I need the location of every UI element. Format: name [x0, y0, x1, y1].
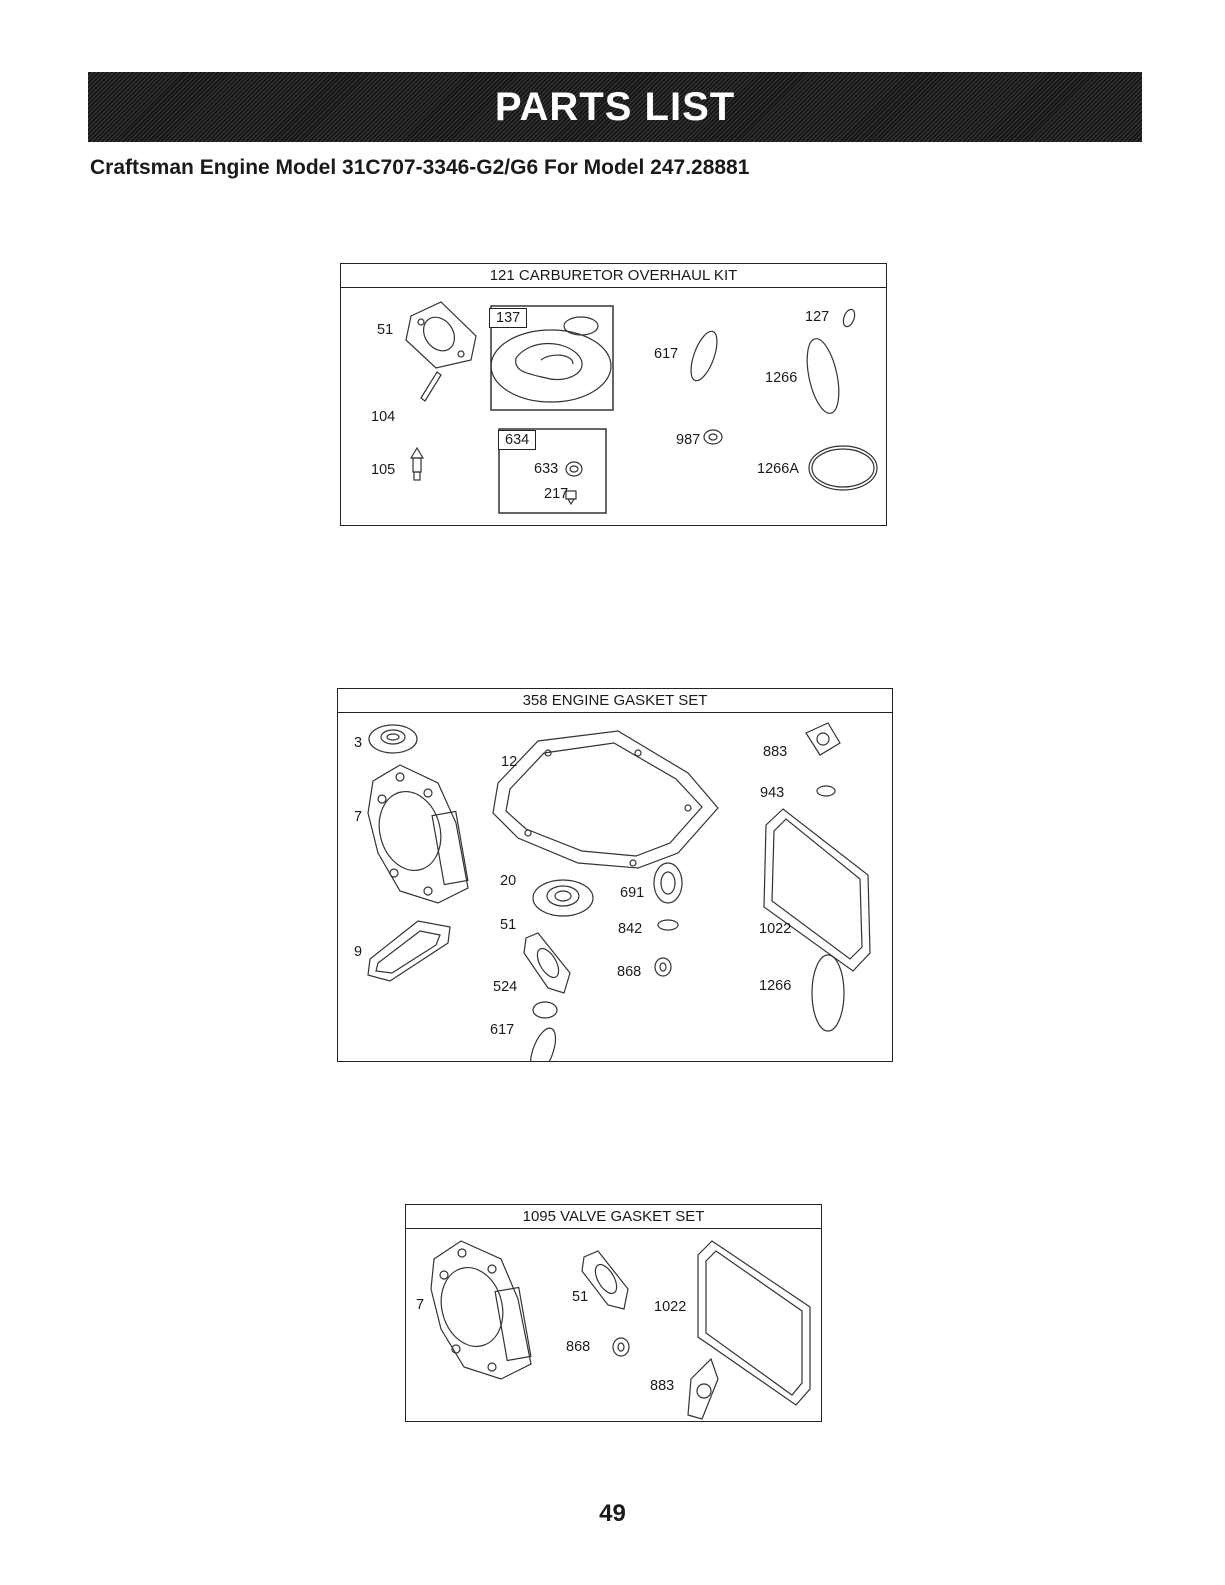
part-label-617: 617 — [654, 346, 679, 362]
part-label-691: 691 — [620, 885, 645, 901]
part-7-head-gasket-drawing — [368, 765, 468, 903]
part-label-617: 617 — [490, 1022, 515, 1038]
part-label-12: 12 — [501, 754, 518, 770]
part-987-drawing — [704, 430, 722, 444]
part-label-7: 7 — [416, 1297, 425, 1313]
carburetor-kit-title: 121 CARBURETOR OVERHAUL KIT — [341, 264, 886, 288]
engine-gasket-set-panel — [337, 688, 893, 1062]
parts-list-banner — [88, 72, 1142, 142]
part-label-137: 137 — [489, 308, 527, 328]
part-label-943: 943 — [760, 785, 785, 801]
part-1266-oring-drawing — [801, 336, 844, 416]
valve-gasket-set-panel — [405, 1204, 822, 1422]
part-label-104: 104 — [371, 409, 396, 425]
part-868-drawing — [613, 1338, 629, 1356]
valve-gasket-set-title: 1095 VALVE GASKET SET — [406, 1205, 821, 1229]
page-number: 49 — [599, 1500, 626, 1527]
engine-model-subtitle: Craftsman Engine Model 31C707-3346-G2/G6 For Model 247.28881 — [90, 156, 750, 179]
part-label-7: 7 — [354, 809, 363, 825]
part-7-head-gasket-drawing — [431, 1241, 531, 1379]
part-3-seal-drawing — [369, 725, 417, 753]
part-label-883: 883 — [763, 744, 788, 760]
part-617-oring-drawing — [686, 328, 723, 384]
part-137-diaphragm-drawing — [491, 330, 611, 402]
part-label-105: 105 — [371, 462, 396, 478]
part-104-pin-drawing — [421, 372, 441, 401]
part-883-gasket-drawing — [688, 1359, 718, 1419]
part-label-3: 3 — [354, 735, 363, 751]
part-9-gasket-drawing — [368, 921, 450, 981]
part-label-1022: 1022 — [654, 1299, 687, 1315]
part-20-seal-drawing — [533, 880, 593, 916]
part-label-524: 524 — [493, 979, 518, 995]
part-617-oring-drawing — [525, 1025, 560, 1061]
part-label-987: 987 — [676, 432, 701, 448]
part-label-1266a: 1266A — [757, 461, 799, 477]
engine-gasket-set-diagram — [338, 713, 892, 1061]
part-127-drawing — [841, 308, 857, 328]
part-label-9: 9 — [354, 944, 363, 960]
part-label-51: 51 — [500, 917, 517, 933]
part-label-20: 20 — [500, 873, 517, 889]
part-label-127: 127 — [805, 309, 830, 325]
part-51-gasket-drawing — [406, 302, 476, 368]
part-1022-gasket-drawing — [764, 809, 870, 971]
part-105-screw-drawing — [411, 448, 423, 480]
part-label-1266: 1266 — [759, 978, 792, 994]
part-label-868: 868 — [617, 964, 642, 980]
valve-gasket-set-diagram — [406, 1229, 821, 1421]
part-1266a-oring-drawing — [809, 446, 877, 490]
part-label-633: 633 — [534, 461, 559, 477]
part-1022-gasket-drawing — [698, 1241, 810, 1405]
part-842-oring-drawing — [658, 920, 678, 930]
part-883-gasket-drawing — [806, 723, 840, 755]
part-868-drawing — [655, 958, 671, 976]
part-label-634: 634 — [498, 430, 536, 450]
part-524-oring-drawing — [533, 1002, 557, 1018]
part-51-gasket-drawing — [582, 1251, 628, 1309]
carburetor-kit-panel — [340, 263, 887, 526]
part-943-oring-drawing — [817, 786, 835, 796]
part-51-gasket-drawing — [524, 933, 570, 993]
part-691-seal-drawing — [654, 863, 682, 903]
part-label-1266: 1266 — [765, 370, 798, 386]
part-label-1022: 1022 — [759, 921, 792, 937]
part-label-51: 51 — [572, 1289, 589, 1305]
engine-gasket-set-title: 358 ENGINE GASKET SET — [338, 689, 892, 713]
banner-title: PARTS LIST — [494, 84, 736, 129]
part-label-868: 868 — [566, 1339, 591, 1355]
part-1266-oring-drawing — [812, 955, 844, 1031]
part-12-crankcase-gasket-drawing — [493, 731, 718, 868]
part-label-883: 883 — [650, 1378, 675, 1394]
part-633-drawing — [566, 462, 582, 476]
part-label-217: 217 — [544, 486, 569, 502]
part-label-51: 51 — [377, 322, 394, 338]
part-label-842: 842 — [618, 921, 643, 937]
